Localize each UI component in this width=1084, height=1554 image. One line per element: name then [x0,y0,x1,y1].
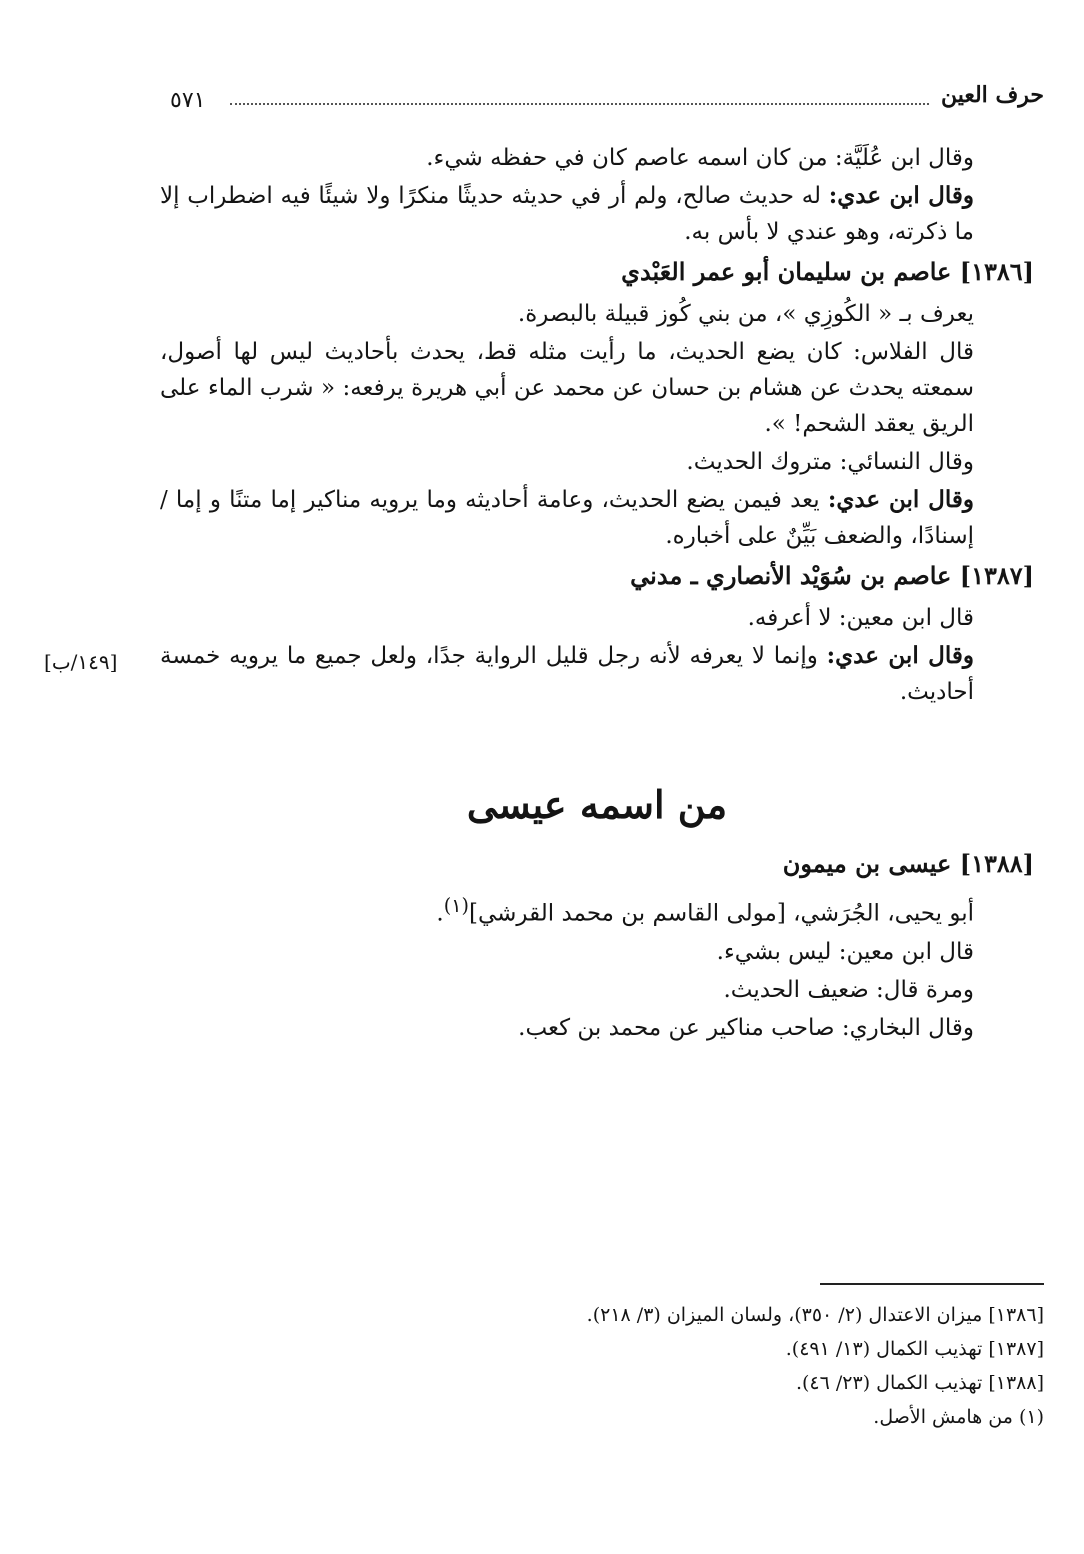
section-title: من اسمه عيسى [466,782,728,827]
paragraph-bukhari: وقال البخاري: صاحب مناكير عن محمد بن كعب. [518,1014,974,1041]
paragraph-text: أبو يحيى، الجُرَشي، [مولى القاسم بن محمد القرشي] [469,900,974,927]
footnote-separator [820,1283,1044,1285]
running-header-title: حرف العين [940,82,1044,108]
margin-folio-reference: [١٤٩/ب] [44,650,118,674]
speaker-label: وقال ابن عدي: [828,182,974,209]
paragraph-text: له حديث صالح، ولم أر في حديثه حديثًا منكرًا ولا شيئًا فيه اضطراب إلا ما ذكرته، وهو عندي لا بأس به. [160,183,974,245]
paragraph-fallas: قال الفلاس: كان يضع الحديث، ما رأيت مثله قط، يحدث بأحاديث ليس لها أصول، سمعته يحدث عن هشام بن حسان عن محمد عن أبي هريرة يرفعه: « شرب الماء على الريق يعقد الشحم! ». [160,339,974,437]
speaker-label: وقال ابن عدي: [826,642,974,669]
speaker-label: وقال ابن عدي: [827,486,974,513]
entry-heading-1386: [١٣٨٦] عاصم بن سليمان أبو عمر العَبْدي [621,257,1034,286]
page-number: ٥٧١ [170,88,206,113]
footnote-1387: [١٣٨٧] تهذيب الكمال (١٣/ ٤٩١). [785,1338,1044,1360]
footnote-1: (١) من هامش الأصل. [873,1406,1044,1428]
footnote-ref: (١) [443,894,469,917]
paragraph-ibn-ulayya: وقال ابن عُلَيَّة: من كان اسمه عاصم كان في حفظه شيء. [426,145,974,171]
paragraph-abu-yahya [160,888,1034,932]
paragraph-ibn-adi-3 [160,638,1034,710]
paragraph-text: يعد فيمن يضع الحديث، وعامة أحاديثه وما يرويه مناكير إما متنًا و إما / إسنادًا، والضعف بَيِّنٌ على أخباره. [160,487,974,549]
header-dotted-rule [230,103,929,105]
entry-heading-1388: [١٣٨٨] عيسى بن ميمون [782,849,1034,878]
paragraph-ibn-adi-1 [160,178,1034,250]
footnote-1388: [١٣٨٨] تهذيب الكمال (٢٣/ ٤٦). [795,1372,1044,1394]
paragraph-nasai: وقال النسائي: متروك الحديث. [686,449,974,475]
paragraph-text: وإنما لا يعرفه لأنه رجل قليل الرواية جدًا، ولعل جميع ما يرويه خمسة أحاديث. [160,643,974,705]
main-text-column [160,140,1034,1048]
paragraph-kuzi: يعرف بـ « الكُوزِي »، من بني كُوز قبيلة بالبصرة. [517,301,974,327]
paragraph-end: . [436,900,444,927]
paragraph-another-time: ومرة قال: ضعيف الحديث. [723,976,974,1003]
footnotes [587,1298,1044,1434]
footnote-1386: [١٣٨٦] ميزان الاعتدال (٢/ ٣٥٠)، ولسان الميزان (٣/ ٢١٨). [586,1304,1044,1326]
entry-heading-1387: [١٣٨٧] عاصم بن سُوَيْد الأنصاري ـ مدني [630,561,1034,590]
paragraph-ibn-main-2: قال ابن معين: ليس بشيء. [716,938,974,965]
paragraph-ibn-main-1: قال ابن معين: لا أعرفه. [747,605,974,631]
paragraph-ibn-adi-2 [160,482,1034,554]
